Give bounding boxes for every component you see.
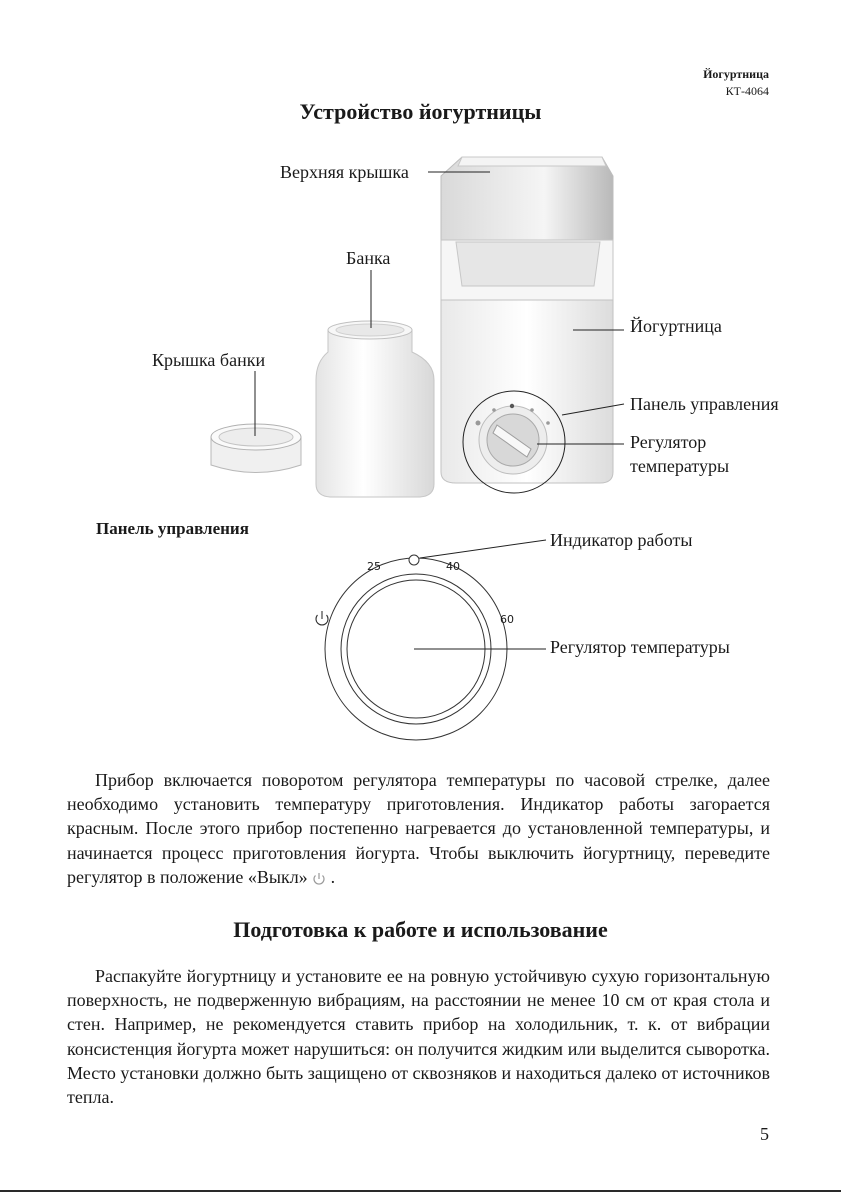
label-jar-lid: Крышка банки	[152, 350, 266, 370]
page-title: Устройство йогуртницы	[299, 99, 542, 124]
leader-indicator	[420, 540, 546, 558]
device-illustration	[0, 0, 841, 520]
label-control-panel: Панель управления	[630, 394, 779, 414]
paragraph-operation	[67, 768, 770, 889]
jar-lid	[211, 424, 301, 473]
label-yogurt-maker: Йогуртница	[630, 316, 722, 336]
label-regulator: Регулятор температуры	[550, 637, 730, 657]
paragraph-operation-text: Прибор включается поворотом регулятора температуры по часовой стрелке, далее необходимо установить температуру приготовления. Индикатор работы загорается красным. После этого прибор постепенно нагревается до установленной температуры, и начинается процесс приготовления йогурта. Чтобы выключить йогуртницу, переведите регулятор в положение «Выкл»	[67, 770, 770, 887]
jar	[316, 321, 434, 497]
yogurt-maker	[441, 157, 613, 483]
paragraph-operation-end: .	[330, 866, 336, 887]
power-off-inline-icon	[312, 871, 326, 887]
header-model: КТ-4064	[725, 84, 769, 98]
bottom-border	[0, 1190, 841, 1192]
label-indicator: Индикатор работы	[550, 530, 693, 550]
control-panel-heading: Панель управления	[96, 519, 249, 538]
section-title-preparation: Подготовка к работе и использование	[233, 917, 608, 942]
dial-mark-25: 25	[367, 560, 381, 573]
paragraph-preparation: Распакуйте йогуртницу и установите ее на ровную устойчивую сухую горизонтальную поверхность, не подверженную вибрациям, на расстоянии не менее 10 см от края стола и стен. Например, не рекомендуется ставить прибор на холодильник, т. к. от вибрации консистенция йогурта может нарушиться: он получится жидким или выделится сыворотка. Место установки должно быть защищено от сквозняков и находиться далеко от источников тепла.	[67, 966, 770, 1108]
header-product-name: Йогуртница	[703, 67, 769, 81]
page-number: 5	[760, 1124, 769, 1144]
power-off-icon	[316, 611, 328, 625]
label-temp-regulator-line1: Регулятор	[630, 432, 707, 452]
dial-mark-40: 40	[446, 560, 460, 573]
indicator-lamp-icon	[409, 555, 419, 565]
label-top-lid: Верхняя крышка	[280, 162, 409, 182]
dial-mark-60: 60	[500, 613, 514, 626]
label-jar: Банка	[346, 248, 391, 268]
label-temp-regulator-line2: температуры	[630, 456, 730, 476]
